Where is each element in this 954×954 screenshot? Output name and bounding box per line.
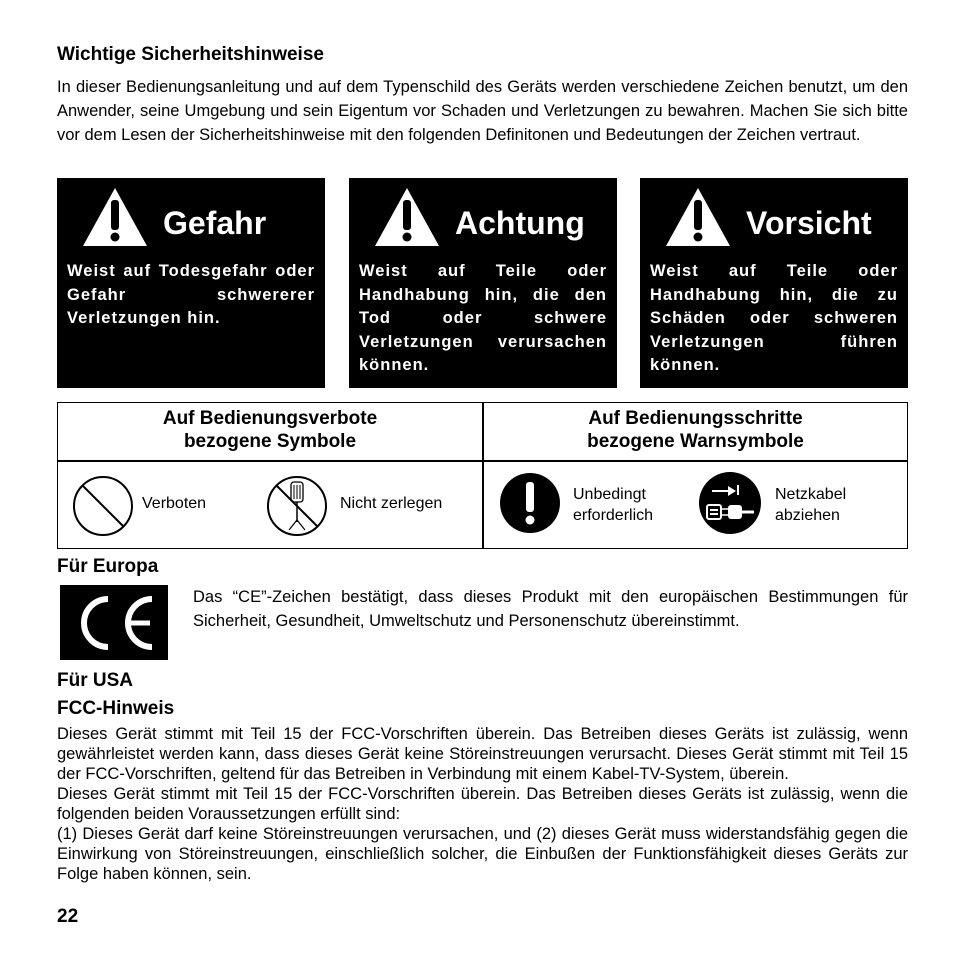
warning-title: Gefahr [163,204,267,241]
right-column-header [484,407,907,453]
usa-heading: Für USA [57,670,133,691]
warning-triangle-icon [373,186,441,248]
header-line: Auf Bedienungsschritte [588,408,803,429]
warning-text: Weist auf Teile oder Handhabung hin, die zu Schäden oder schweren Verletzungen führen können. [650,262,898,374]
warning-box-gefahr [57,178,325,388]
fcc-heading: FCC-Hinweis [57,698,175,719]
fcc-paragraph: (1) Dieses Gerät darf keine Störeinstreuungen verursachen, und (2) dieses Gerät muss widerstandsfähig gegen die Einwirkung von Störeinstreuungen, einschließlich solcher, die Einbußen der Funktionsfähigkeit dieses Geräts zur Folge haben können, sein. [57,825,908,883]
warning-title: Achtung [455,204,585,241]
label-line: erforderlich [573,506,654,524]
table-divider [58,460,907,462]
symbols-table [57,402,908,549]
header-line: bezogene Warnsymbole [587,431,804,452]
page-number: 22 [57,906,79,927]
ce-mark-logo [60,585,168,660]
unbedingt-label [573,485,653,526]
ce-description: Das “CE”-Zeichen bestätigt, dass dieses Produkt mit den europäischen Bestimmungen für Sicherheit, Gesundheit, Umweltschutz und Personenschutz übereinstimmt. [193,588,908,630]
do-not-disassemble-icon [265,474,329,538]
verboten-label: Verboten [142,495,207,512]
unplug-power-cord-icon [698,471,762,535]
warning-box-vorsicht [640,178,908,388]
intro-paragraph: In dieser Bedienungsanleitung und auf dem Typenschild des Geräts werden verschiedene Zeichen benutzt, um den Anwender, seine Umgebung und sein Eigentum vor Schaden und Verletzungen zu bewahren. Machen Sie sich bitte vor dem Lesen der Sicherheitshinweise mit den folgenden Definitonen und Bedeutungen der Zeichen vertraut. [57,78,908,144]
left-column-header [58,407,482,453]
warning-triangle-icon [664,186,732,248]
fcc-paragraph: Dieses Gerät stimmt mit Teil 15 der FCC-Vorschriften überein. Das Betreiben dieses Geräts ist zulässig, wenn die folgenden beiden Voraussetzungen erfüllt sind: [57,785,908,823]
warning-title: Vorsicht [746,204,872,241]
header-line: bezogene Symbole [183,431,357,452]
label-line: Netzkabel [775,486,847,503]
prohibited-icon [71,474,135,538]
label-line: abziehen [775,506,840,524]
header-line: Auf Bedienungsverbote [162,408,378,429]
warning-text: Weist auf Todesgefahr oder Gefahr schwererer Verletzungen hin. [67,262,315,327]
ce-mark-icon [60,585,168,660]
warning-text: Weist auf Teile oder Handhabung hin, die den Tod oder schwere Verletzungen verursachen können. [359,262,607,374]
fcc-paragraph: Dieses Gerät stimmt mit Teil 15 der FCC-Vorschriften überein. Das Betreiben dieses Geräts ist zulässig, wenn gewährleistet werden kann, dass dieses Gerät keine Störeinstreuungen verursacht. Dieses Gerät stimmt mit Teil 15 der FCC-Vorschriften, geltend für das Betreiben in Verbindung mit einem Kabel-TV-System, überein. [57,725,908,783]
page-heading: Wichtige Sicherheitshinweise [57,44,324,65]
europe-heading: Für Europa [57,556,159,577]
netzkabel-label [775,485,846,526]
warning-triangle-icon [81,186,149,248]
warning-box-achtung [349,178,617,388]
fcc-text [57,724,908,884]
label-line: Unbedingt [573,486,646,503]
nicht-zerlegen-label: Nicht zerlegen [340,495,443,512]
mandatory-action-icon [499,472,561,534]
